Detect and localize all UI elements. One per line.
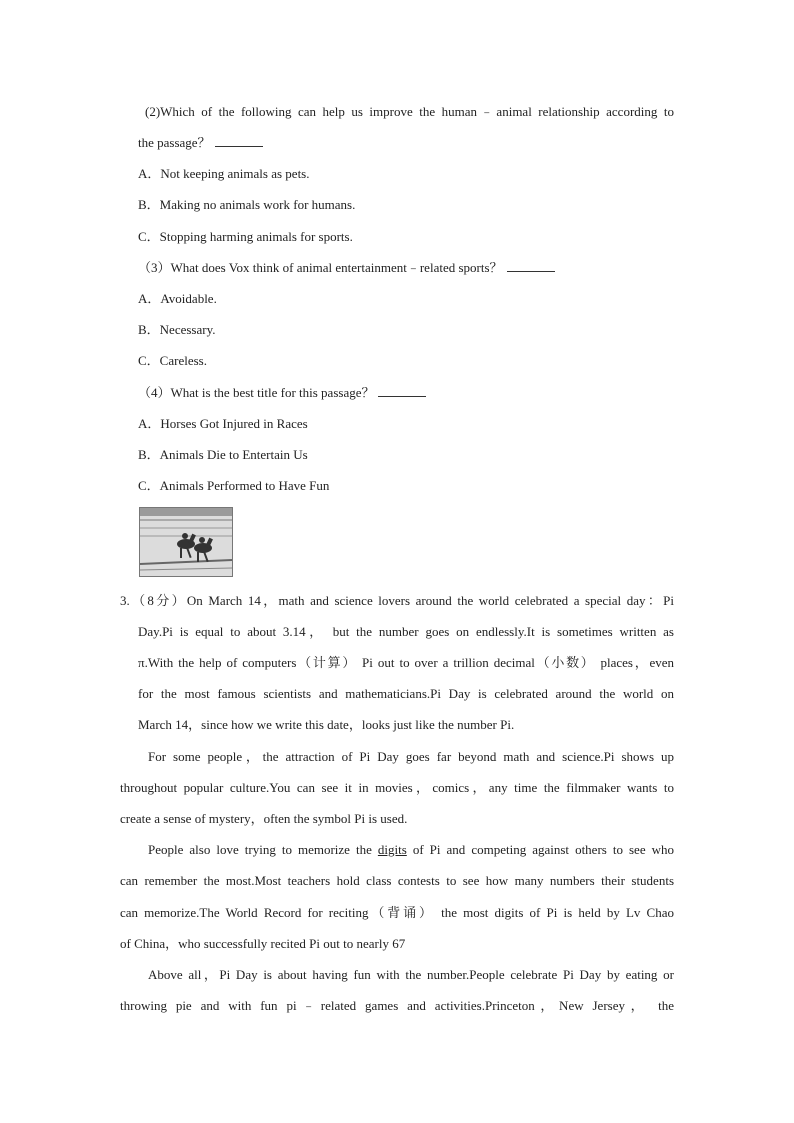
q3-stem-text: （3）What does Vox think of animal entertainment﹣related sports？ [138,260,503,275]
underlined-word: digits [377,842,407,857]
horse-race-illustration [140,508,232,576]
p3-text-pre: People also love trying to memorize the [148,842,378,857]
passage3-p4-line1: Above all，Pi Day is about having fun with the number.People celebrate Pi Day by eating or [148,967,674,982]
q2-option-a: A．Not keeping animals as pets. [138,166,310,181]
answer-blank [215,134,263,147]
passage3-header-line4: for the most famous scientists and mathematicians.Pi Day is celebrated around the world on [138,686,674,701]
passage3-header-line5: March 14，since how we write this date，looks just like the number Pi. [138,717,515,732]
passage3-header-line2: Day.Pi is equal to about 3.14， but the number goes on endlessly.It is sometimes written as [138,624,674,639]
p3-text-post: of Pi and competing against others to see who [406,842,674,857]
q3-option-c: C．Careless. [138,353,207,368]
q4-option-a: A．Horses Got Injured in Races [138,416,308,431]
passage3-p2-line1: For some people，the attraction of Pi Day goes far beyond math and science.Pi shows up [148,749,674,764]
horse-race-image [139,507,233,577]
q3-option-a: A．Avoidable. [138,291,217,306]
passage3-p3-line1 [148,841,674,859]
q2-option-c: C．Stopping harming animals for sports. [138,229,353,244]
q2-stem-line1: (2)Which of the following can help us improve the human﹣animal relationship according to [145,104,674,119]
q4-option-b: B．Animals Die to Entertain Us [138,447,308,462]
q2-stem-text: the passage？ [138,135,211,150]
q2-stem-line2 [138,134,263,152]
q4-stem [138,384,426,402]
q2-option-b: B．Making no animals work for humans. [138,197,356,212]
q3-stem [138,259,555,277]
passage3-p3-line4: of China，who successfully recited Pi out to nearly 67 [120,936,406,951]
passage3-p3-line3: can memorize.The World Record for reciting（背诵） the most digits of Pi is held by Lv Chao [120,905,674,920]
passage3-p2-line3: create a sense of mystery，often the symbol Pi is used. [120,811,408,826]
passage3-p4-line2: throwing pie and with fun pi﹣related games and activities.Princeton，New Jersey， the [120,998,674,1013]
passage3-p2-line2: throughout popular culture.You can see it in movies，comics，any time the filmmaker wants to [120,780,674,795]
q4-stem-text: （4）What is the best title for this passage？ [138,385,375,400]
q4-option-c: C．Animals Performed to Have Fun [138,478,330,493]
q3-option-b: B．Necessary. [138,322,216,337]
answer-blank [507,259,555,272]
answer-blank [378,384,426,397]
passage3-header-line3: π.With the help of computers（计算） Pi out to over a trillion decimal（小数） places，even [138,655,674,670]
passage3-p3-line2: can remember the most.Most teachers hold class contests to see how many numbers their students [120,873,674,888]
passage3-header-line1: 3.（8分）On March 14，math and science lovers around the world celebrated a special day：Pi [120,593,674,608]
